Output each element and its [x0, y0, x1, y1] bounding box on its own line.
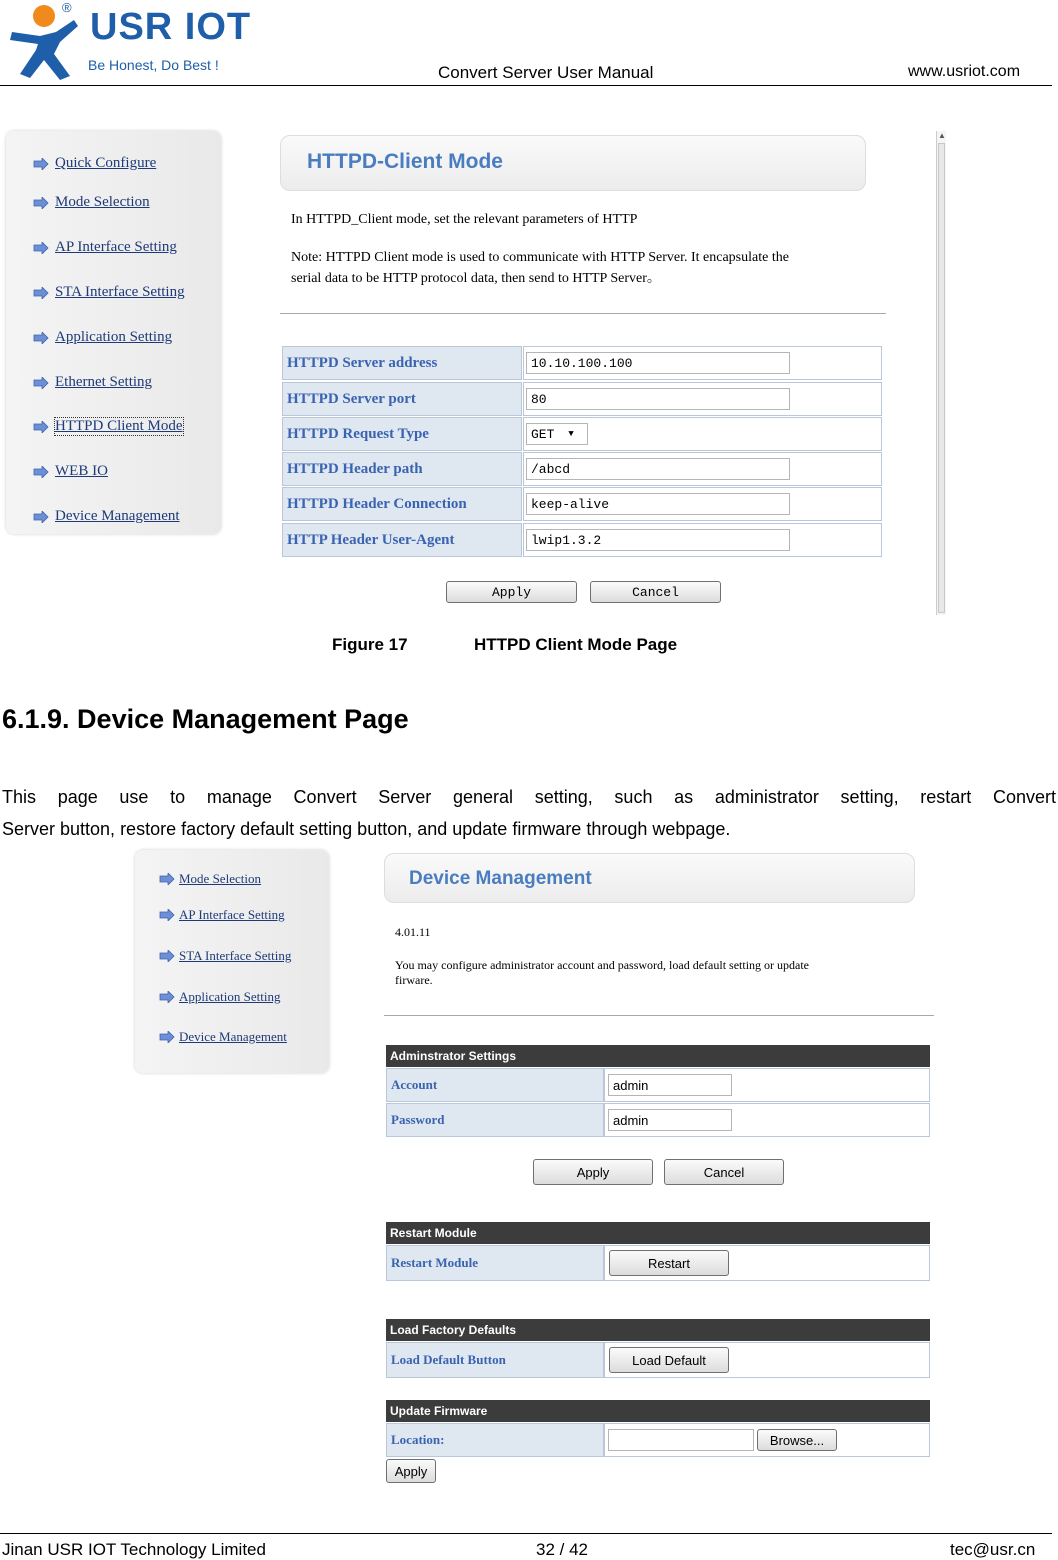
fig2-nav-item[interactable] — [159, 871, 261, 887]
password-input[interactable]: admin — [608, 1109, 732, 1131]
password-label: Password — [386, 1103, 604, 1137]
update-firmware-header: Update Firmware — [386, 1400, 930, 1422]
fig2-divider — [384, 1015, 934, 1016]
fig2-nav-item[interactable] — [159, 1029, 287, 1045]
fig2-nav-label: Application Setting — [179, 989, 281, 1004]
arrow-right-icon — [159, 991, 175, 1003]
arrow-right-icon — [159, 1031, 175, 1043]
arrow-right-icon — [33, 511, 49, 523]
fig2-nav-label: Mode Selection — [179, 871, 261, 886]
footer-email: tec@usr.cn — [950, 1540, 1036, 1559]
dropdown-arrow-icon: ▼ — [568, 429, 574, 439]
fig1-nav-item[interactable] — [33, 155, 156, 172]
fig2-nav-label: Device Management — [179, 1029, 287, 1044]
fig1-nav-label: Mode Selection — [55, 194, 150, 210]
fig1-nav-item[interactable] — [33, 194, 150, 211]
registered-mark: ® — [62, 0, 72, 15]
fig2-nav-label: STA Interface Setting — [179, 948, 292, 963]
fig1-row-input[interactable]: 80 — [526, 388, 790, 410]
section-heading: 6.1.9. Device Management Page — [2, 704, 409, 734]
scroll-up-icon[interactable]: ▲ — [938, 131, 946, 140]
fig1-row-label: HTTPD Header path — [282, 452, 522, 486]
header-title: Convert Server User Manual — [438, 63, 654, 82]
fig1-nav-item[interactable] — [33, 239, 177, 256]
arrow-right-icon — [33, 466, 49, 478]
fig2-description-line2: firware. — [395, 973, 433, 987]
restart-module-label: Restart Module — [386, 1245, 604, 1281]
fig2-description-line1: You may configure administrator account and password, load default setting or update — [395, 958, 810, 972]
admin-cancel-button[interactable]: Cancel — [664, 1159, 784, 1185]
arrow-right-icon — [33, 332, 49, 344]
arrow-right-icon — [159, 873, 175, 885]
browse-button[interactable]: Browse... — [757, 1429, 837, 1451]
arrow-right-icon — [159, 909, 175, 921]
fig1-page-title: HTTPD-Client Mode — [307, 150, 503, 173]
fig1-nav-label: Device Management — [55, 508, 180, 524]
request-type-value: GET — [531, 426, 555, 442]
fig2-nav-label: AP Interface Setting — [179, 907, 285, 922]
figure-number: Figure 17 — [332, 635, 408, 654]
arrow-right-icon — [159, 950, 175, 962]
section-paragraph-line1: This page use to manage Convert Server general setting, such as administrator setting, restart Convert — [2, 787, 1056, 807]
load-default-label: Load Default Button — [386, 1342, 604, 1378]
arrow-right-icon — [33, 242, 49, 254]
section-paragraph-line2: Server button, restore factory default setting button, and update firmware through webpage. — [2, 819, 731, 839]
scrollbar-thumb[interactable] — [938, 143, 945, 613]
brand-name: USR IOT — [90, 6, 252, 48]
fig1-note-line2: serial data to be HTTP protocol data, then send to HTTP Server。 — [291, 271, 661, 286]
fig1-nav-item[interactable] — [33, 418, 183, 435]
fig1-nav-label: Ethernet Setting — [55, 374, 153, 390]
firmware-apply-button[interactable]: Apply — [386, 1459, 436, 1483]
fig1-nav-label: AP Interface Setting — [55, 239, 177, 255]
header-rule — [0, 85, 1052, 86]
fig1-row-input[interactable]: lwip1.3.2 — [526, 529, 790, 551]
brand-tagline: Be Honest, Do Best ! — [88, 57, 219, 73]
fig1-nav-item[interactable] — [33, 284, 185, 301]
admin-apply-button[interactable]: Apply — [533, 1159, 653, 1185]
fig2-version: 4.01.11 — [395, 925, 431, 939]
fig1-note-line1: Note: HTTPD Client mode is used to communicate with HTTP Server. It encapsulate the — [291, 250, 789, 265]
account-input[interactable]: admin — [608, 1074, 732, 1096]
footer-rule — [0, 1533, 1052, 1534]
fig1-cancel-button[interactable]: Cancel — [590, 581, 721, 603]
fig2-nav-item[interactable] — [159, 907, 285, 923]
fig1-nav-item[interactable] — [33, 374, 152, 391]
figure-caption: HTTPD Client Mode Page — [474, 635, 678, 654]
admin-settings-header: Adminstrator Settings — [386, 1045, 930, 1067]
fig1-nav-label: HTTPD Client Mode — [55, 418, 183, 434]
arrow-right-icon — [33, 377, 49, 389]
load-factory-defaults-header: Load Factory Defaults — [386, 1319, 930, 1341]
fig1-row-input[interactable]: /abcd — [526, 458, 790, 480]
fig1-apply-button[interactable]: Apply — [446, 581, 577, 603]
fig1-description: In HTTPD_Client mode, set the relevant parameters of HTTP — [291, 212, 638, 227]
fig2-page-title: Device Management — [409, 868, 592, 889]
fig1-row-label: HTTPD Request Type — [282, 417, 522, 451]
fig1-row-label: HTTPD Header Connection — [282, 487, 522, 521]
fig1-nav-item[interactable] — [33, 463, 108, 480]
fig1-nav-label: WEB IO — [55, 463, 108, 479]
logo — [4, 0, 252, 82]
fig2-nav-item[interactable] — [159, 989, 280, 1005]
arrow-right-icon — [33, 421, 49, 433]
restart-module-header: Restart Module — [386, 1222, 930, 1244]
fig1-row-label: HTTPD Server address — [282, 346, 522, 380]
fig1-row-input[interactable]: 10.10.100.100 — [526, 352, 790, 374]
fig1-row-label: HTTPD Server port — [282, 382, 522, 416]
logo-figure-icon — [4, 2, 86, 82]
fig2-nav-item[interactable] — [159, 948, 291, 964]
firmware-file-input[interactable] — [608, 1429, 754, 1451]
arrow-right-icon — [33, 158, 49, 170]
location-label: Location: — [386, 1423, 604, 1457]
load-default-button[interactable]: Load Default — [609, 1347, 729, 1373]
request-type-select[interactable] — [526, 423, 588, 445]
header-website: www.usriot.com — [908, 63, 1021, 80]
fig1-nav-item[interactable] — [33, 329, 172, 346]
fig1-divider — [280, 313, 886, 314]
account-label: Account — [386, 1068, 604, 1102]
fig1-nav-label: Application Setting — [55, 329, 173, 345]
footer-company: Jinan USR IOT Technology Limited — [2, 1540, 266, 1559]
restart-button[interactable]: Restart — [609, 1250, 729, 1276]
arrow-right-icon — [33, 197, 49, 209]
footer-page-number: 32 / 42 — [536, 1540, 588, 1559]
fig1-nav-label: Quick Configure — [55, 155, 157, 171]
fig1-scrollbar[interactable] — [936, 131, 946, 615]
fig1-row-label: HTTP Header User-Agent — [282, 523, 522, 557]
fig1-nav-item[interactable] — [33, 508, 180, 525]
fig1-nav-label: STA Interface Setting — [55, 284, 185, 300]
arrow-right-icon — [33, 287, 49, 299]
fig1-row-input[interactable]: keep-alive — [526, 493, 790, 515]
